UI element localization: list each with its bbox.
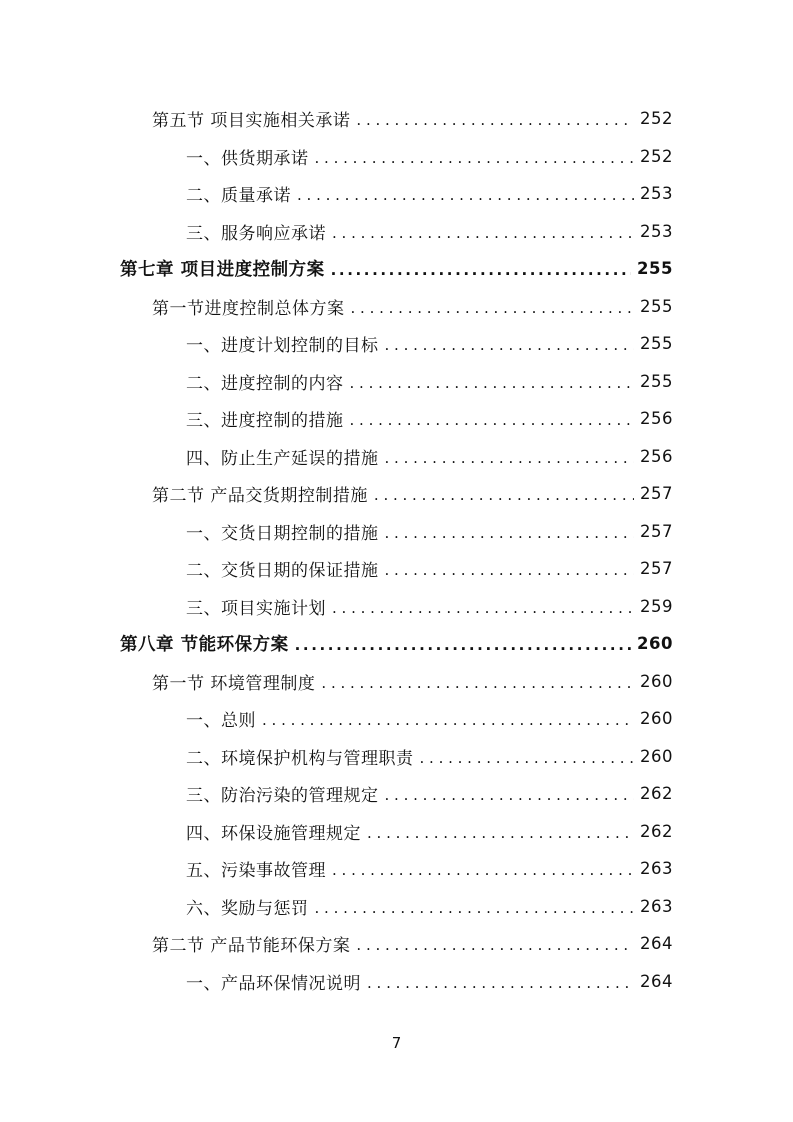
toc-chapter-entry[interactable] [0, 250, 793, 288]
toc-dot-leader [262, 713, 634, 728]
toc-section-entry[interactable] [0, 663, 793, 701]
toc-dot-leader [297, 188, 634, 203]
toc-entry-page-number: 257 [640, 521, 673, 541]
toc-entry-title: 一、进度计划控制的目标 [186, 336, 379, 357]
toc-entry-title: 二、进度控制的内容 [186, 373, 344, 394]
toc-entry-title: 第八章 节能环保方案 [120, 635, 289, 656]
toc-subsection-entry[interactable] [0, 550, 793, 588]
toc-dot-leader [331, 263, 631, 278]
toc-subsection-entry[interactable] [0, 588, 793, 626]
toc-entry-title: 三、服务响应承诺 [186, 223, 326, 244]
toc-entry-title: 三、防治污染的管理规定 [186, 786, 379, 807]
toc-entry-title: 四、防止生产延误的措施 [186, 448, 379, 469]
toc-dot-leader [332, 601, 634, 616]
toc-entry-page-number: 263 [640, 859, 673, 879]
toc-entry-title: 二、环境保护机构与管理职责 [186, 748, 414, 769]
toc-entry-title: 四、环保设施管理规定 [186, 823, 361, 844]
toc-entry-page-number: 255 [640, 371, 673, 391]
toc-entry-page-number: 263 [640, 896, 673, 916]
toc-dot-leader [351, 301, 635, 316]
toc-entry-page-number: 257 [640, 484, 673, 504]
toc-dot-leader [356, 113, 634, 128]
page-number: 7 [391, 1034, 402, 1052]
toc-entry-page-number: 255 [640, 334, 673, 354]
toc-section-entry[interactable] [0, 925, 793, 963]
toc-section-entry[interactable] [0, 100, 793, 138]
table-of-contents [0, 100, 793, 1000]
toc-dot-leader [385, 338, 635, 353]
toc-section-entry[interactable] [0, 475, 793, 513]
toc-subsection-entry[interactable] [0, 738, 793, 776]
toc-section-entry[interactable] [0, 288, 793, 326]
toc-dot-leader [332, 863, 634, 878]
toc-dot-leader [295, 638, 631, 653]
toc-subsection-entry[interactable] [0, 700, 793, 738]
toc-subsection-entry[interactable] [0, 438, 793, 476]
toc-subsection-entry[interactable] [0, 175, 793, 213]
toc-entry-title: 第二节 产品节能环保方案 [152, 936, 351, 957]
toc-entry-page-number: 259 [640, 596, 673, 616]
toc-entry-title: 三、项目实施计划 [186, 598, 326, 619]
toc-entry-page-number: 252 [640, 109, 673, 129]
toc-entry-page-number: 255 [640, 296, 673, 316]
toc-dot-leader [367, 976, 634, 991]
toc-entry-page-number: 253 [640, 221, 673, 241]
toc-entry-page-number: 262 [640, 784, 673, 804]
toc-entry-title: 二、质量承诺 [186, 186, 291, 207]
toc-entry-title: 一、交货日期控制的措施 [186, 523, 379, 544]
toc-subsection-entry[interactable] [0, 363, 793, 401]
toc-entry-title: 六、奖励与惩罚 [186, 898, 309, 919]
toc-subsection-entry[interactable] [0, 850, 793, 888]
toc-entry-title: 第一节 环境管理制度 [152, 673, 316, 694]
toc-subsection-entry[interactable] [0, 888, 793, 926]
toc-entry-title: 一、供货期承诺 [186, 148, 309, 169]
toc-subsection-entry[interactable] [0, 325, 793, 363]
toc-entry-title: 第一节进度控制总体方案 [152, 298, 345, 319]
toc-subsection-entry[interactable] [0, 813, 793, 851]
toc-entry-title: 一、总则 [186, 711, 256, 732]
toc-subsection-entry[interactable] [0, 963, 793, 1001]
toc-entry-title: 一、产品环保情况说明 [186, 973, 361, 994]
toc-entry-page-number: 264 [640, 934, 673, 954]
toc-entry-page-number: 260 [637, 634, 673, 654]
toc-dot-leader [315, 901, 635, 916]
toc-entry-title: 二、交货日期的保证措施 [186, 561, 379, 582]
toc-dot-leader [385, 788, 635, 803]
toc-entry-title: 五、污染事故管理 [186, 861, 326, 882]
toc-entry-page-number: 260 [640, 746, 673, 766]
toc-entry-title: 第五节 项目实施相关承诺 [152, 111, 351, 132]
toc-entry-page-number: 260 [640, 671, 673, 691]
toc-dot-leader [321, 676, 634, 691]
toc-entry-page-number: 253 [640, 184, 673, 204]
toc-dot-leader [420, 751, 635, 766]
toc-dot-leader [350, 376, 635, 391]
toc-entry-title: 第二节 产品交货期控制措施 [152, 486, 368, 507]
toc-entry-page-number: 252 [640, 146, 673, 166]
toc-dot-leader [332, 226, 634, 241]
toc-entry-page-number: 262 [640, 821, 673, 841]
toc-entry-page-number: 264 [640, 971, 673, 991]
toc-entry-title: 第七章 项目进度控制方案 [120, 260, 325, 281]
toc-dot-leader [356, 938, 634, 953]
toc-dot-leader [385, 563, 635, 578]
toc-entry-title: 三、进度控制的措施 [186, 411, 344, 432]
toc-subsection-entry[interactable] [0, 775, 793, 813]
toc-entry-page-number: 256 [640, 446, 673, 466]
toc-subsection-entry[interactable] [0, 400, 793, 438]
toc-entry-page-number: 260 [640, 709, 673, 729]
toc-dot-leader [385, 451, 635, 466]
toc-subsection-entry[interactable] [0, 513, 793, 551]
toc-entry-page-number: 255 [637, 259, 673, 279]
toc-chapter-entry[interactable] [0, 625, 793, 663]
toc-dot-leader [315, 151, 635, 166]
toc-dot-leader [374, 488, 634, 503]
toc-entry-page-number: 256 [640, 409, 673, 429]
toc-entry-page-number: 257 [640, 559, 673, 579]
toc-dot-leader [385, 526, 635, 541]
toc-subsection-entry[interactable] [0, 138, 793, 176]
toc-subsection-entry[interactable] [0, 213, 793, 251]
toc-dot-leader [350, 413, 635, 428]
toc-dot-leader [367, 826, 634, 841]
